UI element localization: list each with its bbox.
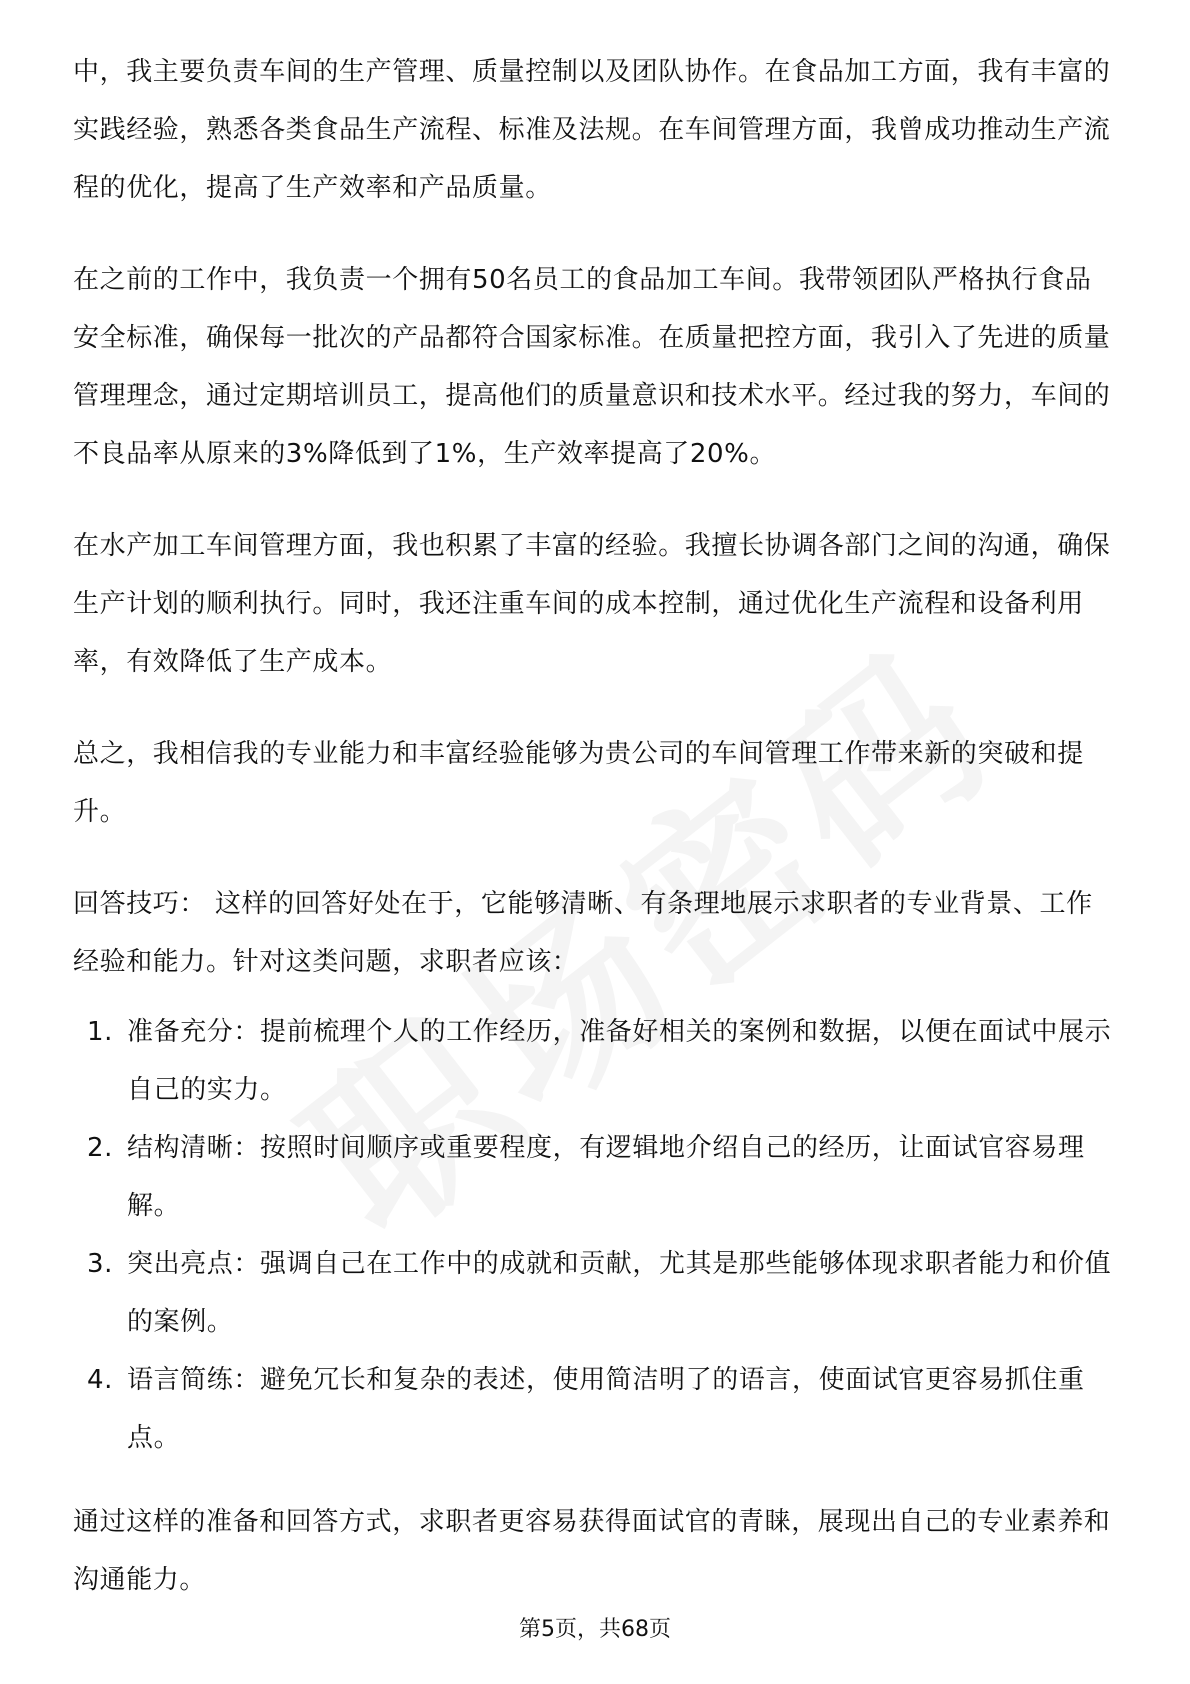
document-body [73,43,1118,1643]
tips-list [73,1003,1118,1467]
page-number: 第5页，共68页 [519,1617,671,1642]
paragraph-summary: 总之，我相信我的专业能力和丰富经验能够为贵公司的车间管理工作带来新的突破和提升。 [73,739,1084,827]
paragraph-tips-intro: 回答技巧： 这样的回答好处在于，它能够清晰、有条理地展示求职者的专业背景、工作经验和能力。针对这类问题，求职者应该： [73,889,1093,977]
paragraph-aquatic: 在水产加工车间管理方面，我也积累了丰富的经验。我擅长协调各部门之间的沟通，确保生产计划的顺利执行。同时，我还注重车间的成本控制，通过优化生产流程和设备利用率，有效降低了生产成本。 [73,531,1111,677]
list-item [73,1119,1118,1235]
paragraph-intro: 中，我主要负责车间的生产管理、质量控制以及团队协作。在食品加工方面，我有丰富的实践经验，熟悉各类食品生产流程、标准及法规。在车间管理方面，我曾成功推动生产流程的优化，提高了生产效率和产品质量。 [73,57,1111,203]
paragraph-experience: 在之前的工作中，我负责一个拥有50名员工的食品加工车间。我带领团队严格执行食品安全标准，确保每一批次的产品都符合国家标准。在质量把控方面，我引入了先进的质量管理理念，通过定期培训员工，提高他们的质量意识和技术水平。经过我的努力，车间的不良品率从原来的3%降低到了1%，生产效率提高了20%。 [73,265,1111,469]
paragraph-closing: 通过这样的准备和回答方式，求职者更容易获得面试官的青睐，展现出自己的专业素养和沟通能力。 [73,1507,1111,1595]
list-item [73,1351,1118,1467]
list-item-number: 1. [87,1017,114,1047]
list-item-text: 结构清晰：按照时间顺序或重要程度，有逻辑地介绍自己的经历，让面试官容易理解。 [127,1133,1085,1221]
list-item-number: 3. [87,1249,114,1279]
list-item-number: 4. [87,1365,114,1395]
list-item-text: 准备充分：提前梳理个人的工作经历，准备好相关的案例和数据，以便在面试中展示自己的实力。 [127,1017,1112,1105]
list-item [73,1003,1118,1119]
list-item-number: 2. [87,1133,114,1163]
list-item [73,1235,1118,1351]
list-item-text: 突出亮点：强调自己在工作中的成就和贡献，尤其是那些能够体现求职者能力和价值的案例。 [127,1249,1112,1337]
list-item-text: 语言简练：避免冗长和复杂的表述，使用简洁明了的语言，使面试官更容易抓住重点。 [127,1365,1085,1453]
